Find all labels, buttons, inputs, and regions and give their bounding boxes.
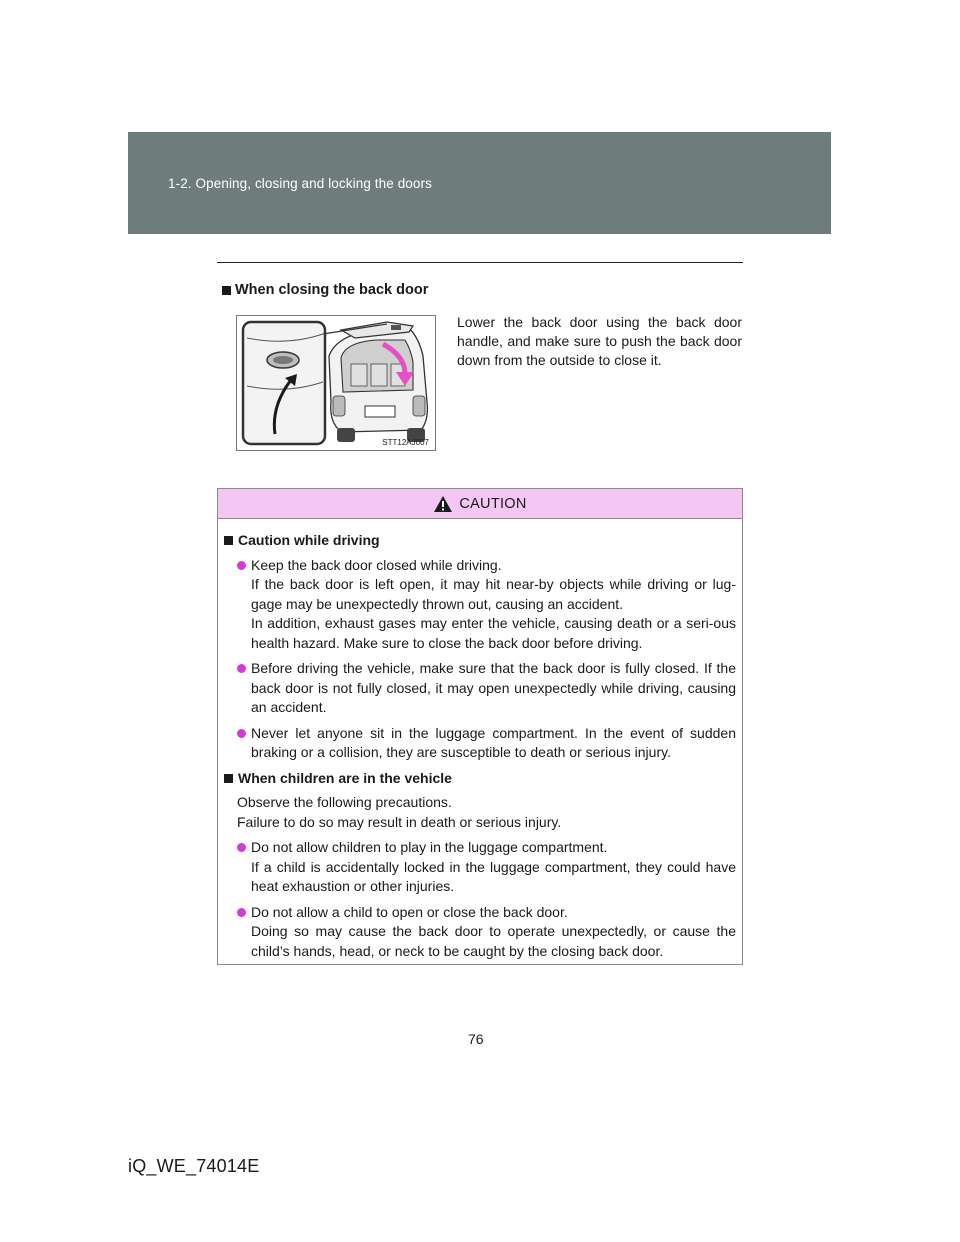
section-description: Lower the back door using the back door handle, and make sure to push the back door down from the outside to close it. [457, 314, 742, 368]
caution-subheading [224, 531, 742, 551]
caution-bullet [251, 903, 736, 962]
caution-label: CAUTION [459, 495, 527, 512]
circle-bullet-icon [237, 843, 246, 852]
circle-bullet-icon [237, 729, 246, 738]
bullet-line: Keep the back door closed while driving. [251, 556, 502, 573]
figure-code: STT12AJ007 [382, 438, 429, 447]
section-heading [222, 282, 428, 298]
caution-subheading-text: Caution while driving [238, 532, 380, 548]
header-band [128, 132, 831, 234]
back-door-illustration [236, 315, 436, 451]
section-divider [217, 262, 743, 263]
bullet-line: In addition, exhaust gases may enter the vehicle, causing death or a seri-ous health hazard. Make sure to close the back door before driving. [251, 615, 736, 651]
square-bullet-icon [224, 536, 233, 545]
section-heading-text: When closing the back door [235, 282, 429, 298]
intro-line: Failure to do so may result in death or serious injury. [237, 813, 562, 830]
caution-subheading-text: When children are in the vehicle [238, 769, 452, 786]
bullet-line: Doing so may cause the back door to operate unexpectedly, or cause the child’s hands, head, or neck to be caught by the closing back door. [251, 923, 736, 959]
circle-bullet-icon [237, 908, 246, 917]
page-number: 76 [468, 1031, 484, 1047]
document-code: iQ_WE_74014E [128, 1156, 260, 1176]
car-back-door-drawing [237, 316, 436, 451]
caution-subheading [224, 769, 742, 789]
caution-bullet [251, 838, 736, 897]
caution-bullet [251, 724, 736, 763]
bullet-line: Never let anyone sit in the luggage compartment. In the event of sudden braking or a collision, they are susceptible to death or serious injury. [251, 724, 736, 760]
square-bullet-icon [224, 774, 233, 783]
caution-body [218, 519, 742, 961]
caution-bullet [251, 556, 736, 654]
bullet-line: If a child is accidentally locked in the luggage compartment, they could have heat exhaustion or other injuries. [251, 858, 736, 894]
caution-box [217, 488, 743, 965]
bullet-line: Before driving the vehicle, make sure that the back door is fully closed. If the back door is not fully closed, it may open unexpectedly while driving, causing an accident. [251, 660, 736, 715]
square-bullet-icon [222, 286, 231, 295]
caution-header [218, 489, 742, 519]
warning-triangle-icon [433, 495, 453, 513]
circle-bullet-icon [237, 561, 246, 570]
caution-bullet [251, 659, 736, 718]
bullet-line: Do not allow children to play in the luggage compartment. [251, 839, 608, 855]
bullet-line: If the back door is left open, it may hit near-by objects while driving or lug-gage may be unexpectedly thrown out, causing an accident. [251, 576, 736, 612]
circle-bullet-icon [237, 664, 246, 673]
bullet-line: Do not allow a child to open or close the back door. [251, 903, 568, 920]
page-header-title: 1-2. Opening, closing and locking the doors [168, 176, 432, 191]
intro-line: Observe the following precautions. [237, 794, 452, 810]
caution-intro [237, 793, 736, 832]
